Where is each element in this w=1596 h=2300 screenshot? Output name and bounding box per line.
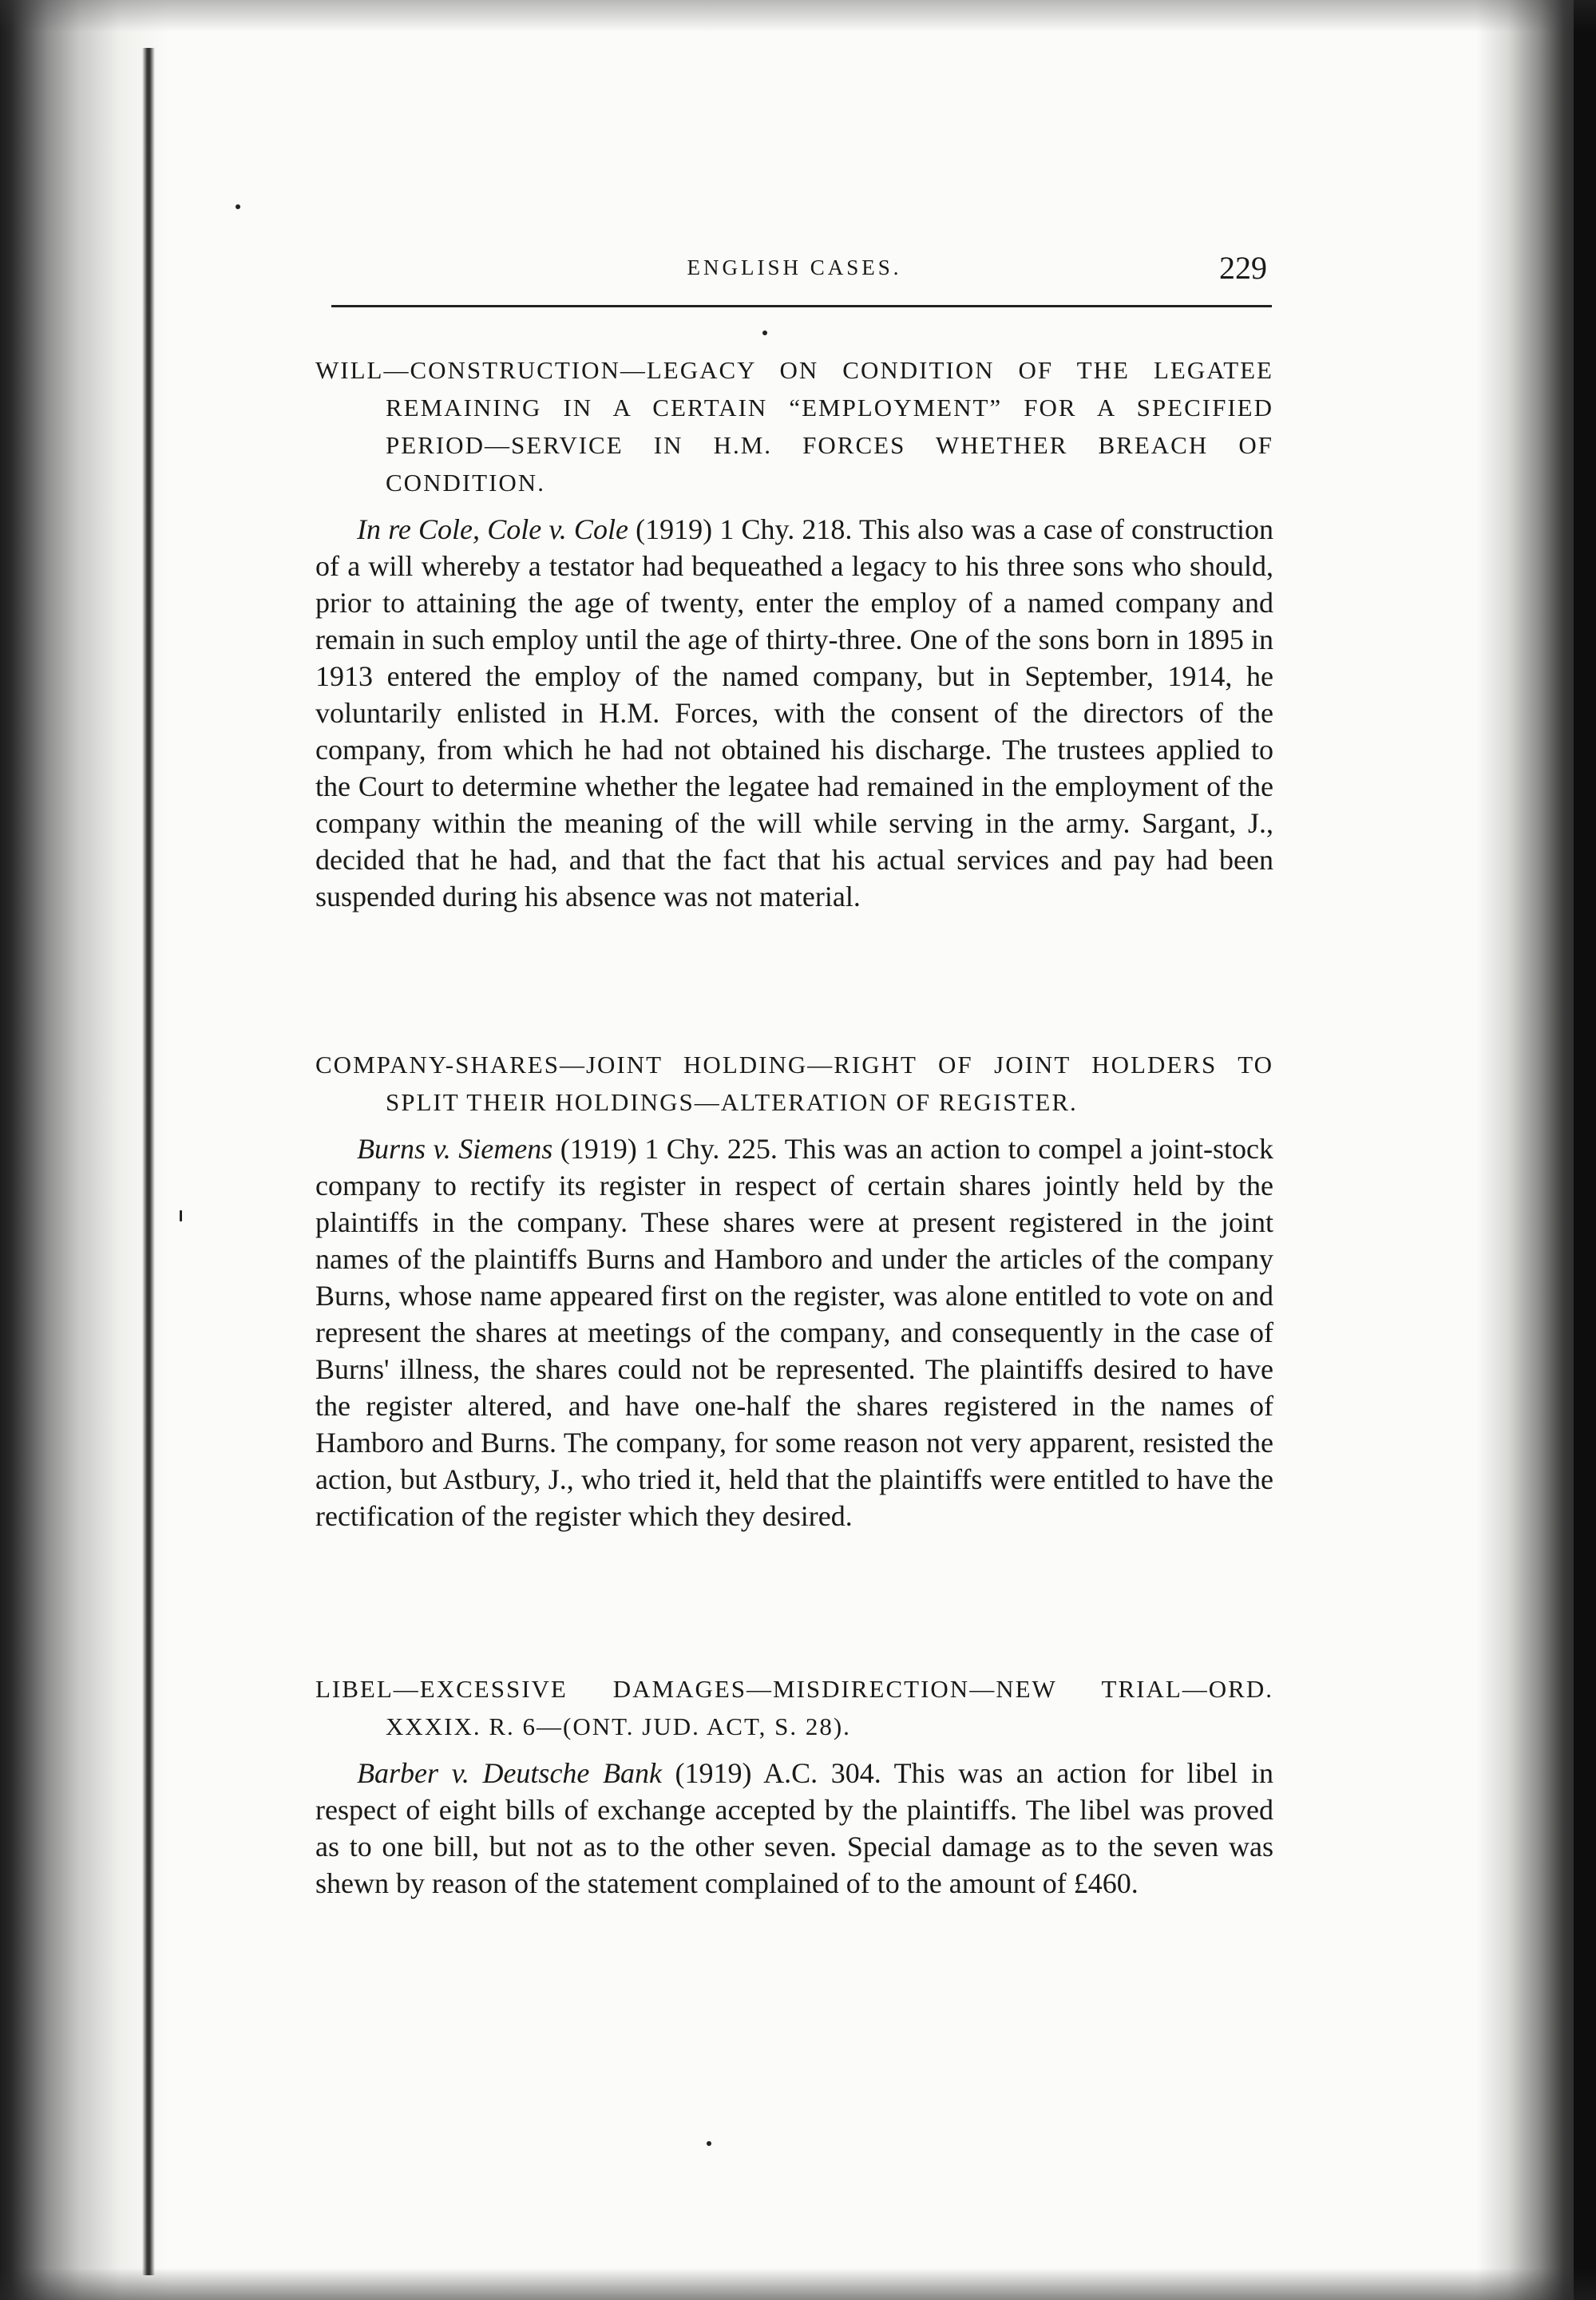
- case-heading: LIBEL—EXCESSIVE DAMAGES—MISDIRECTION—NEW TRIAL—ORD. XXXIX. R. 6—(ONT. JUD. ACT, S. 28).: [315, 1675, 1273, 1740]
- case-body: [315, 1130, 1273, 1534]
- page-edge-right-dark: [1574, 0, 1596, 2300]
- scan-speck: [762, 331, 767, 335]
- header-rule: [331, 305, 1272, 307]
- page-number: 229: [1219, 250, 1267, 286]
- running-head: ENGLISH CASES.: [687, 255, 902, 279]
- case-body: [315, 511, 1273, 915]
- case-text: This also was a case of construction of a will whereby a testator had bequeathed a legacy to his three sons who should, prior to attaining the age of twenty, enter the employ of a named company and remain in such employ until the age of thirty-three. One of the sons born in 1895 in 1913 entered the employ of the named company, but in September, 1914, he voluntarily enlisted in H.M. Forces, with the consent of the directors of the company, from which he had not obtained his discharge. The trustees applied to the Court to determine whether the legatee had remained in the employment of the company within the meaning of the will while serving in the army. Sargant, J., decided that he had, and that the fact that his actual services and pay had been suspended during his absence was not material.: [315, 513, 1273, 912]
- case-citation-ref: (1919) 1 Chy. 218.: [628, 513, 853, 545]
- case-entry: [315, 1670, 1273, 1902]
- case-citation-ref: (1919) 1 Chy. 225.: [552, 1133, 778, 1165]
- case-text: This was an action to compel a joint-stock company to rectify its register in respect of certain shares jointly held by the plaintiffs in the company. These shares were at present registered in the joint names of the plaintiffs Burns and Hamboro and under the articles of the company Burns, whose name appeared first on the register, was alone entitled to vote on and represent the shares at meetings of the company, and consequently in the case of Burns' illness, the shares could not be represented. The plaintiffs desired to have the register altered, and have one-half the shares registered in the names of Hamboro and Burns. The company, for some reason not very apparent, resisted the action, but Astbury, J., who tried it, held that the plaintiffs were entitled to have the rectification of the register which they desired.: [315, 1133, 1273, 1532]
- case-citation-name: Barber v. Deutsche Bank: [357, 1757, 662, 1789]
- case-citation-name: In re Cole, Cole v. Cole: [357, 513, 628, 545]
- case-text: This was an action for libel in respect of eight bills of exchange accepted by the plaintiffs. The libel was proved as to one bill, but not as to the other seven. Special damage as to the seven was shewn by reason of the statement complained of to the amount of £460.: [315, 1757, 1273, 1899]
- scan-speck: [707, 2141, 711, 2146]
- scan-speck: [236, 204, 240, 209]
- case-citation-name: Burns v. Siemens: [357, 1133, 553, 1165]
- case-entry: [315, 351, 1273, 915]
- case-body: [315, 1755, 1273, 1902]
- page-edge-bottom: [0, 2268, 1596, 2300]
- scan-speck: [180, 1210, 182, 1221]
- case-entry: [315, 1046, 1273, 1534]
- case-heading: WILL—CONSTRUCTION—LEGACY ON CONDITION OF THE LEGATEE REMAINING IN A CERTAIN “EMPLOYMENT” FOR A SPECIFIED PERIOD—SERVICE IN H.M. FORCES WHETHER BREACH OF CONDITION.: [315, 356, 1273, 497]
- case-heading: COMPANY-SHARES—JOINT HOLDING—RIGHT OF JOINT HOLDERS TO SPLIT THEIR HOLDINGS—ALTERATION OF REGISTER.: [315, 1051, 1273, 1116]
- page-edge-top: [0, 0, 1596, 32]
- binding-gutter-line: [142, 48, 155, 2275]
- case-citation-ref: (1919) A.C. 304.: [661, 1757, 881, 1789]
- page-header: [315, 249, 1273, 297]
